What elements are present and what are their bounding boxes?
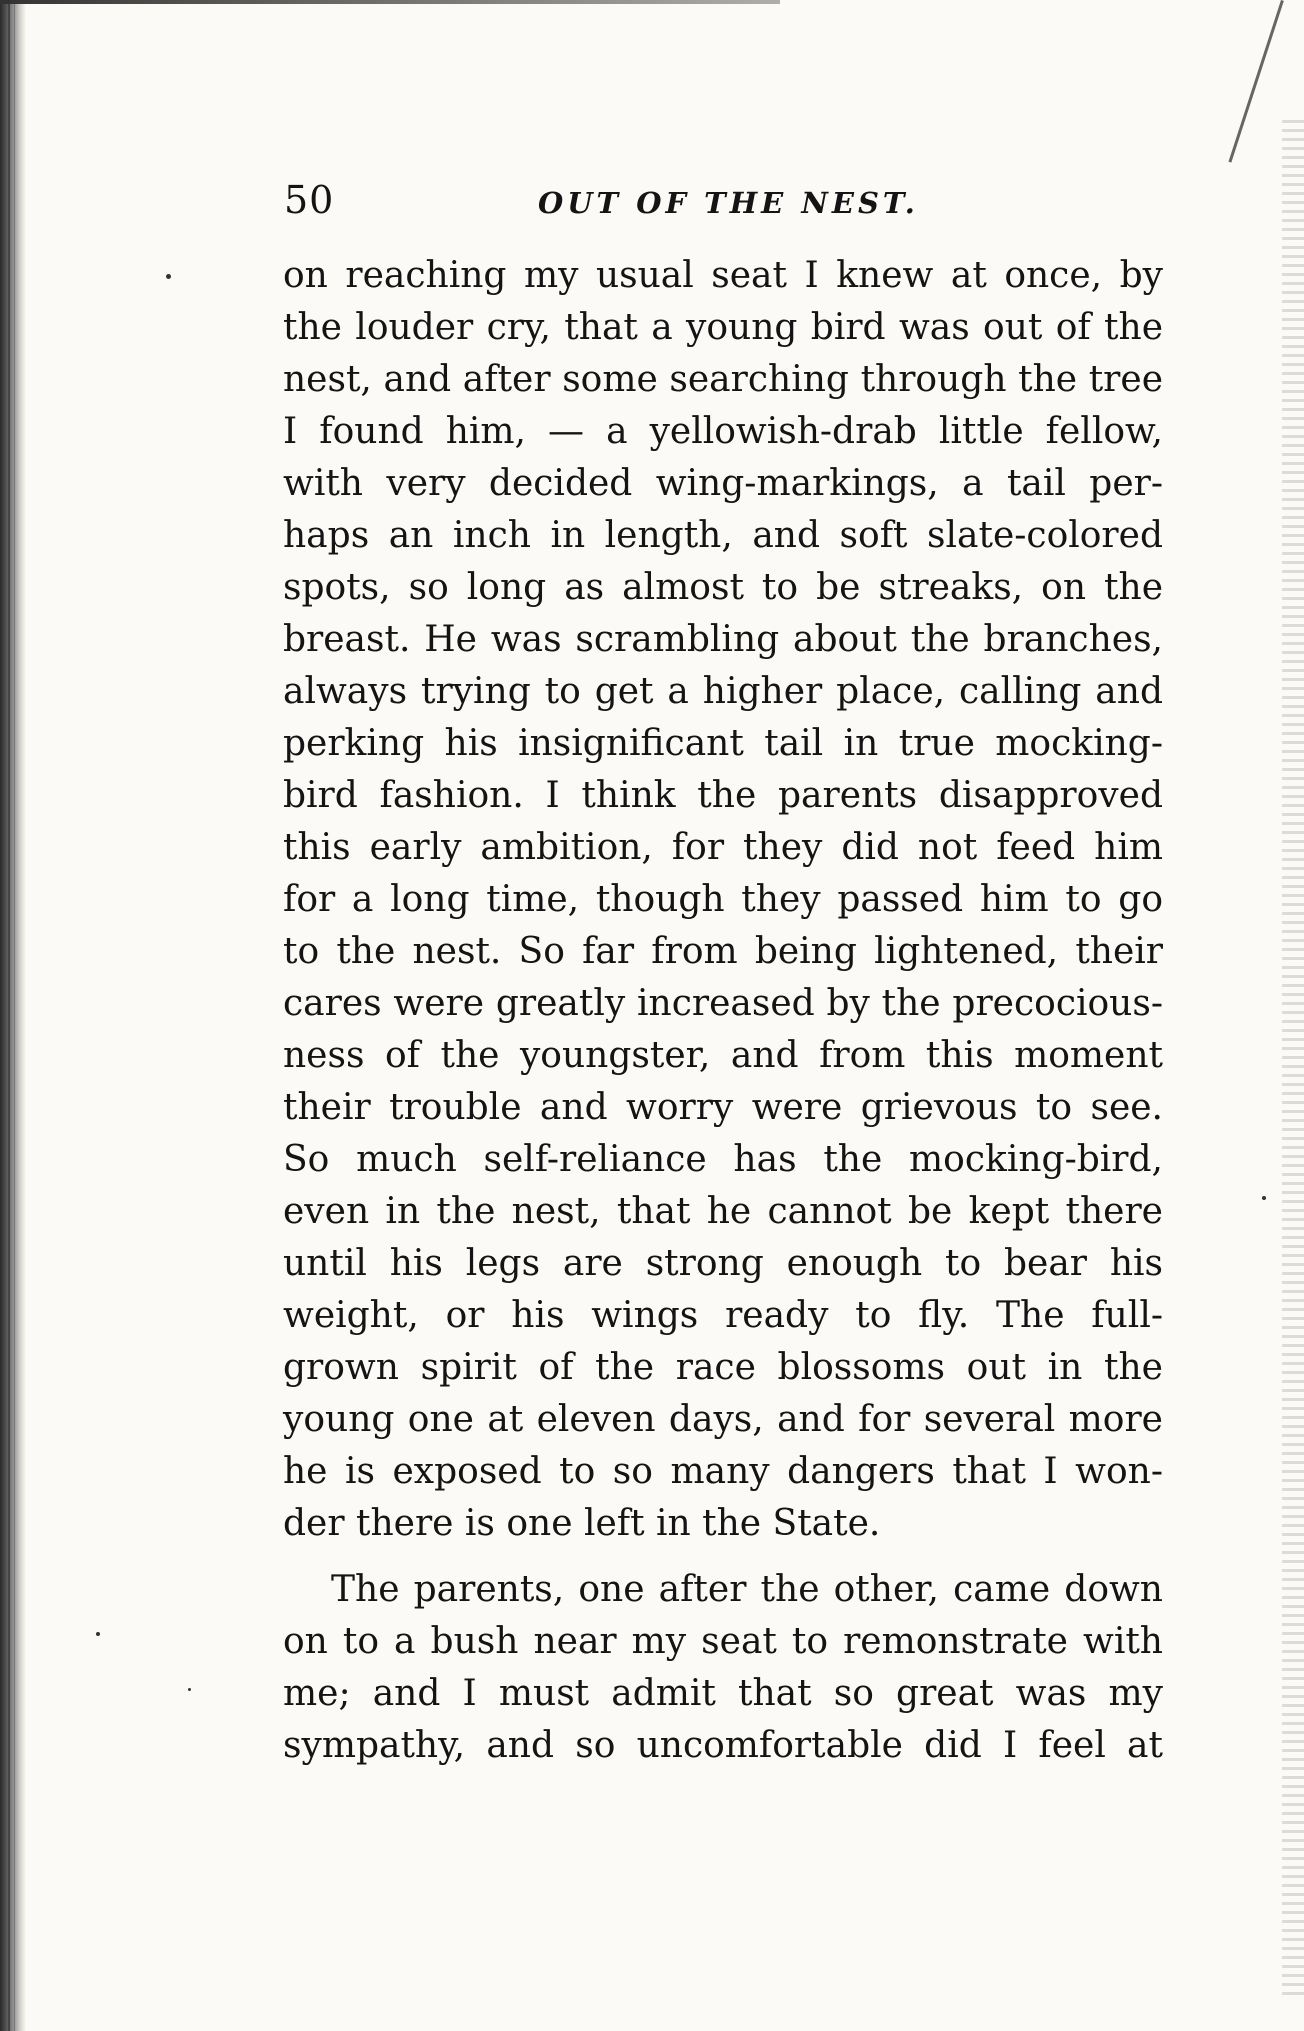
page-number: 50 (284, 178, 335, 222)
text-line: even in the nest, that he cannot be kept there (283, 1191, 1163, 1232)
text-line: to the nest. So far from being lightened, their (283, 931, 1163, 972)
paragraph (283, 1564, 1163, 1772)
text-line: bird fashion. I think the parents disapproved (283, 775, 1163, 816)
binding-line (8, 0, 10, 2031)
running-title: OUT OF THE NEST. (538, 186, 919, 220)
text-line: perking his insignificant tail in true mocking- (283, 723, 1163, 764)
text-line: The parents, one after the other, came down (331, 1569, 1163, 1610)
text-line: with very decided wing-markings, a tail per- (283, 463, 1163, 504)
paragraph-gap (283, 1550, 1163, 1564)
text-line: weight, or his wings ready to fly. The full- (283, 1295, 1163, 1336)
text-line: haps an inch in length, and soft slate-colored (283, 515, 1163, 556)
ink-speck (166, 274, 171, 279)
text-line: nest, and after some searching through the tree (283, 359, 1163, 400)
text-line: this early ambition, for they did not feed him (283, 827, 1163, 868)
text-line: always trying to get a higher place, calling and (283, 671, 1163, 712)
body-text (283, 250, 1163, 1772)
binding-shadow (0, 0, 26, 2031)
text-line: der there is one left in the State. (283, 1503, 881, 1544)
text-line: So much self-reliance has the mocking-bird, (283, 1139, 1163, 1180)
ink-speck (96, 1632, 100, 1636)
page-right-edge (1282, 120, 1304, 2000)
text-line: young one at eleven days, and for several more (283, 1399, 1163, 1440)
text-line: sympathy, and so uncomfortable did I feel at (283, 1725, 1163, 1766)
text-line: cares were greatly increased by the precocious- (283, 983, 1163, 1024)
text-line: me; and I must admit that so great was my (283, 1673, 1163, 1714)
running-header (280, 178, 1120, 228)
ink-speck (1262, 1196, 1266, 1200)
text-line: on reaching my usual seat I knew at once, by (283, 255, 1163, 296)
text-line: for a long time, though they passed him to go (283, 879, 1163, 920)
paragraph (283, 250, 1163, 1550)
page-top-edge (0, 0, 780, 4)
ink-speck (188, 1688, 191, 1691)
text-line: ness of the youngster, and from this moment (283, 1035, 1163, 1076)
text-line: until his legs are strong enough to bear his (283, 1243, 1163, 1284)
text-line: breast. He was scrambling about the branches, (283, 619, 1163, 660)
text-line: on to a bush near my seat to remonstrate with (283, 1621, 1163, 1662)
text-line: spots, so long as almost to be streaks, on the (283, 567, 1163, 608)
corner-mark (1228, 0, 1283, 163)
text-line: grown spirit of the race blossoms out in the (283, 1347, 1163, 1388)
text-line: the louder cry, that a young bird was out of the (283, 307, 1163, 348)
binding-line (14, 0, 15, 2031)
text-line: I found him, — a yellowish-drab little fellow, (283, 411, 1163, 452)
text-line: their trouble and worry were grievous to see. (283, 1087, 1163, 1128)
text-line: he is exposed to so many dangers that I won- (283, 1451, 1163, 1492)
